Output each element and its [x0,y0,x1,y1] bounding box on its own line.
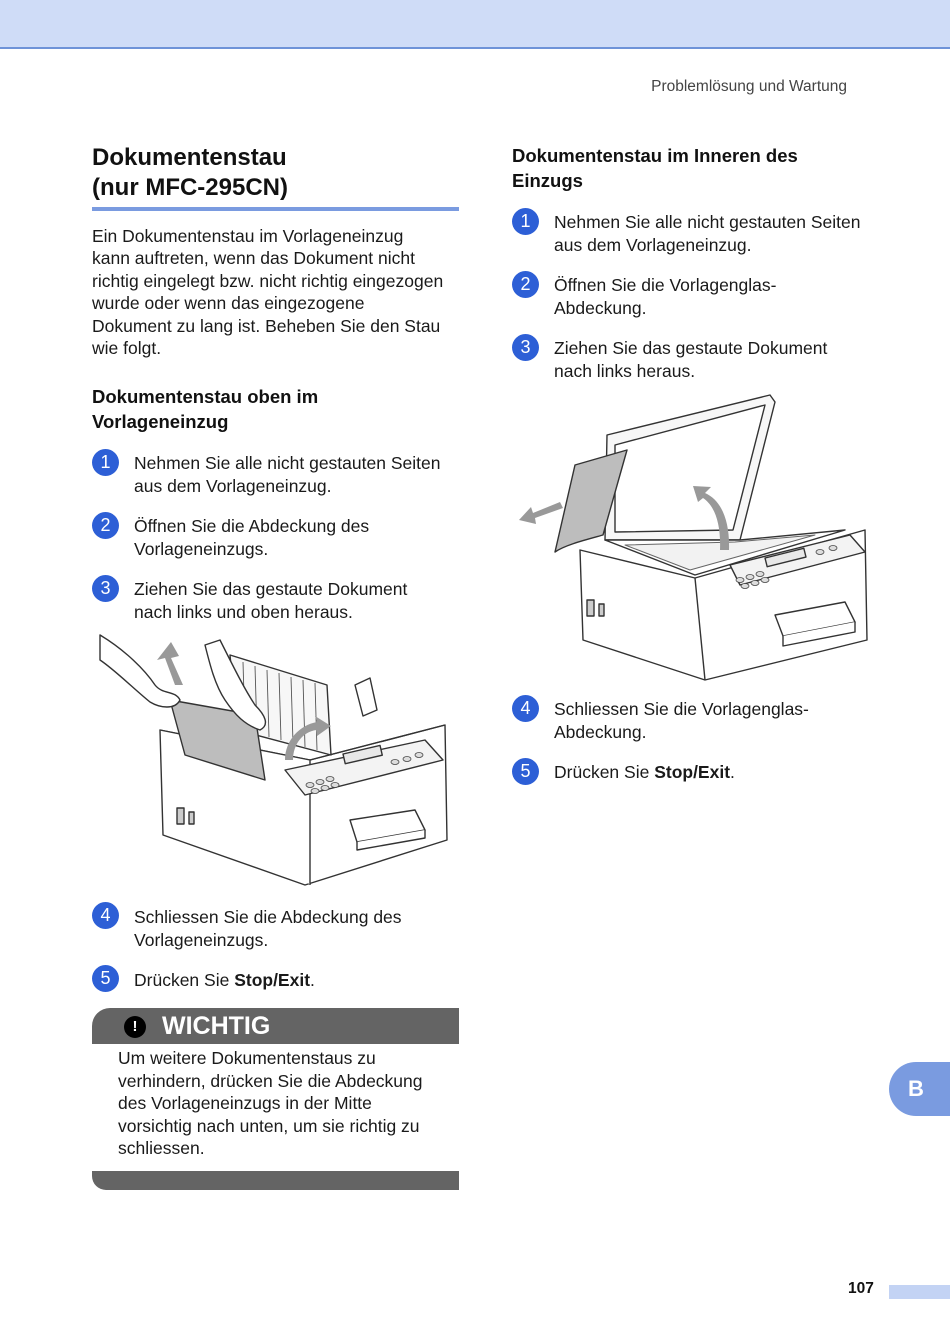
intro-paragraph [92,225,462,359]
step-text [134,969,315,992]
warning-icon: ! [124,1016,146,1038]
button-name: Stop/Exit [234,970,311,990]
important-header-bar [92,1008,459,1044]
important-text [118,1047,458,1160]
step-text [554,761,735,784]
step-line: Abdeckung. [554,297,647,318]
important-line: schliessen. [118,1138,205,1158]
step-text [134,906,402,951]
subheading-top-jam [92,385,318,434]
step-text [554,274,776,319]
step-number: 4 [92,902,119,929]
adf-jam-illustration [95,630,455,890]
section-title-line: Dokumentenstau [92,144,287,171]
step-line: nach links heraus. [554,360,696,381]
chapter-tab: B [889,1062,950,1116]
step-number: 5 [512,758,539,785]
step-line: Ziehen Sie das gestaute Dokument [554,338,828,358]
step-line: Vorlageneinzugs. [134,538,269,559]
intro-line: wie folgt. [92,338,162,359]
important-line: verhindern, drücken Sie die Abdeckung [118,1070,423,1091]
subheading-inner-jam [512,144,798,193]
step-line: Öffnen Sie die Vorlagenglas- [554,275,777,295]
scanner-jam-illustration [515,390,875,685]
subheading-line: Dokumentenstau im Inneren des [512,145,798,166]
step-line: Vorlageneinzugs. [134,929,269,950]
step-number: 5 [92,965,119,992]
header-band [0,0,950,49]
step-line: aus dem Vorlageneinzug. [554,234,752,255]
step-text-prefix: Drücken Sie [134,970,235,990]
step-text [134,515,369,560]
page-number-bar [889,1285,950,1299]
step-line: aus dem Vorlageneinzug. [134,475,332,496]
important-line: des Vorlageneinzugs in der Mitte [118,1093,372,1113]
step-text [554,211,860,256]
step-text-prefix: Drücken Sie [554,762,655,782]
subheading-line: Vorlageneinzug [92,410,229,432]
important-footer-bar [92,1171,459,1190]
step-text [134,578,407,623]
section-title-line: (nur MFC-295CN) [92,174,288,201]
subheading-line: Einzugs [512,169,583,191]
step-number: 1 [512,208,539,235]
step-text-suffix: . [310,970,315,990]
button-name: Stop/Exit [654,762,731,782]
step-number: 2 [92,512,119,539]
step-line: Abdeckung. [554,721,647,742]
important-title: WICHTIG [162,1012,271,1040]
running-header: Problemlösung und Wartung [651,78,847,95]
page-number: 107 [848,1280,874,1297]
step-number: 3 [92,575,119,602]
subheading-line: Dokumentenstau oben im [92,386,319,407]
step-line: Öffnen Sie die Abdeckung des [134,516,370,536]
intro-line: Ein Dokumentenstau im Vorlageneinzug [92,226,404,246]
intro-line: Dokument zu lang ist. Beheben Sie den Stau [92,315,441,336]
step-number: 4 [512,695,539,722]
step-text [554,698,809,743]
step-text-suffix: . [730,762,735,782]
step-text [134,452,440,497]
step-number: 3 [512,334,539,361]
intro-line: wurde oder wenn das eingezogene [92,293,365,314]
step-line: nach links und oben heraus. [134,601,353,622]
step-number: 1 [92,449,119,476]
step-number: 2 [512,271,539,298]
step-line: Nehmen Sie alle nicht gestauten Seiten [554,212,861,232]
intro-line: richtig eingelegt bzw. nicht richtig eingezogen [92,270,444,291]
section-title [92,143,288,203]
step-line: Ziehen Sie das gestaute Dokument [134,579,408,599]
important-line: vorsichtig nach unten, um sie richtig zu [118,1115,420,1136]
step-line: Nehmen Sie alle nicht gestauten Seiten [134,453,441,473]
step-text [554,337,827,382]
intro-line: kann auftreten, wenn das Dokument nicht [92,248,415,269]
title-underline [92,207,459,211]
important-line: Um weitere Dokumentenstaus zu [118,1048,376,1068]
step-line: Schliessen Sie die Abdeckung des [134,907,402,927]
step-line: Schliessen Sie die Vorlagenglas- [554,699,809,719]
